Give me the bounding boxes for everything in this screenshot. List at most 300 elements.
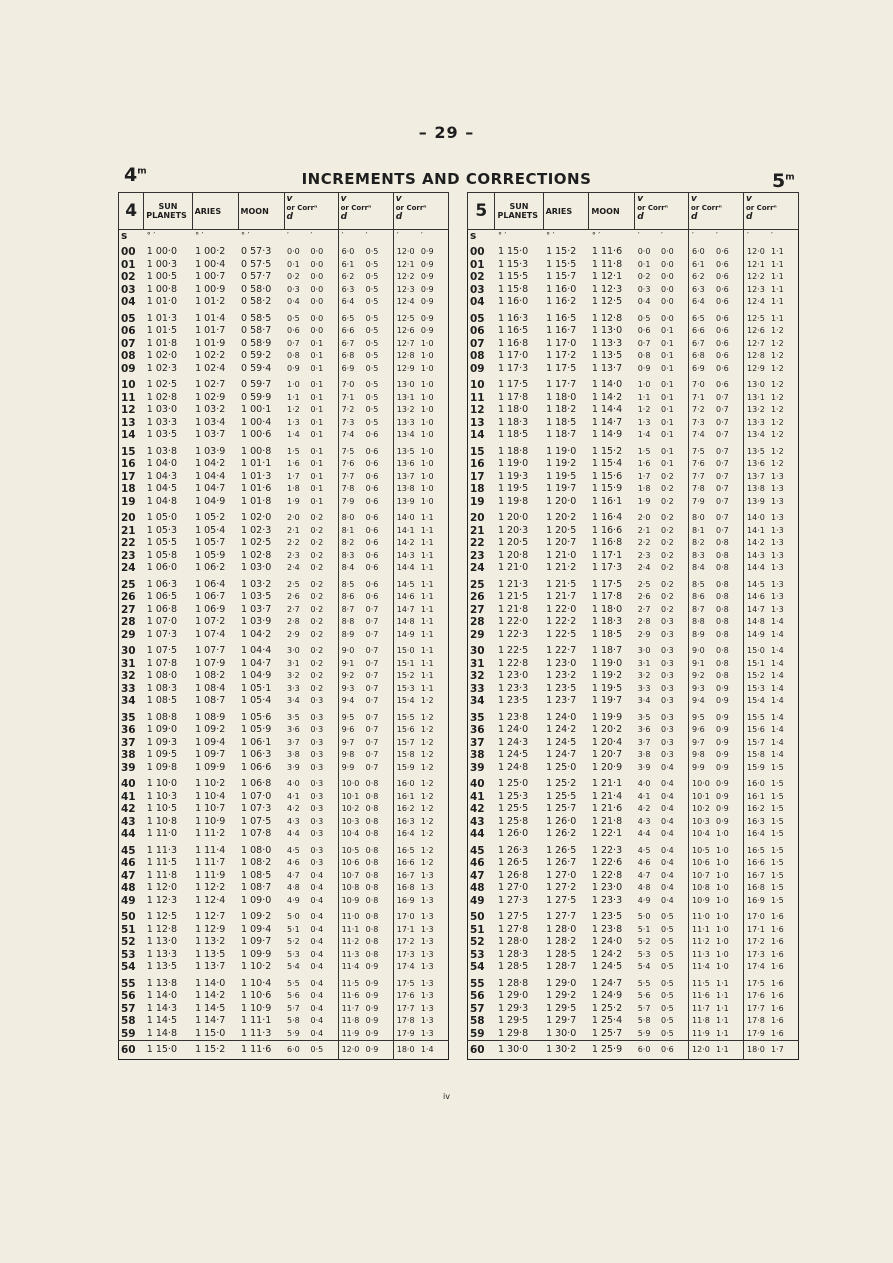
cell-v1: 2·2 bbox=[637, 538, 651, 547]
cell-seconds: 46 bbox=[121, 857, 136, 869]
cell-seconds: 56 bbox=[121, 990, 136, 1002]
cell-sun-planets: 1 12·8 bbox=[146, 923, 177, 935]
cell-v3: 12·3 bbox=[743, 284, 770, 297]
cell-seconds: 08 bbox=[470, 350, 485, 362]
cell-v2: 10·9 bbox=[338, 895, 366, 908]
cell-v1: 1·9 bbox=[637, 496, 651, 506]
cell-seconds: 08 bbox=[121, 350, 136, 362]
cell-v3: 15·7 bbox=[393, 737, 421, 750]
cell-corr3: 1·2 bbox=[420, 816, 434, 826]
cell-moon: 1 04·9 bbox=[241, 670, 272, 681]
cell-v1: 3·1 bbox=[287, 658, 300, 668]
cell-v2: 7·3 bbox=[338, 417, 366, 430]
cell-corr1: 0·4 bbox=[310, 1003, 324, 1013]
cell-moon: 1 06·1 bbox=[241, 736, 272, 748]
cell-corr3: 0·9 bbox=[420, 284, 434, 294]
cell-sun-planets: 1 29·0 bbox=[497, 990, 529, 1001]
cell-sun-planets: 1 15·5 bbox=[497, 271, 529, 282]
cell-v3: 16·8 bbox=[393, 882, 421, 895]
cell-moon: 1 15·6 bbox=[591, 470, 623, 482]
cell-sun-planets: 1 20·8 bbox=[497, 549, 529, 561]
cell-aries: 1 12·9 bbox=[195, 923, 226, 935]
cell-v2: 9·4 bbox=[689, 695, 716, 708]
cell-sun-planets: 1 22·5 bbox=[497, 645, 529, 656]
cell-moon: 1 18·0 bbox=[591, 603, 623, 615]
cell-aries: 1 04·7 bbox=[195, 483, 226, 494]
table-row bbox=[468, 537, 799, 550]
cell-corr3: 1·5 bbox=[770, 762, 784, 772]
cell-moon: 1 02·0 bbox=[241, 512, 272, 523]
cell-seconds: 22 bbox=[470, 537, 485, 549]
cell-corr3: 1·6 bbox=[770, 912, 784, 921]
cell-v1: 5·1 bbox=[287, 924, 300, 934]
cell-corr1: 0·4 bbox=[310, 949, 324, 959]
cell-corr3: 1·4 bbox=[770, 683, 784, 693]
cell-corr1: 0·1 bbox=[310, 484, 324, 493]
cell-seconds: 54 bbox=[470, 961, 485, 973]
cell-v2: 8·8 bbox=[338, 616, 366, 629]
cell-sun-planets: 1 28·0 bbox=[497, 936, 529, 947]
cell-corr2: 0·6 bbox=[365, 430, 379, 439]
cell-v3: 16·7 bbox=[743, 870, 770, 883]
cell-corr1: 0·4 bbox=[310, 870, 324, 880]
cell-seconds: 03 bbox=[470, 283, 485, 296]
cell-v1: 4·0 bbox=[287, 779, 300, 788]
cell-sun-planets: 1 10·5 bbox=[146, 803, 177, 814]
cell-corr3: 1·4 bbox=[770, 671, 784, 680]
cell-v1: 2·3 bbox=[637, 550, 651, 560]
cell-v1: 3·8 bbox=[637, 750, 651, 759]
cell-moon: 1 25·4 bbox=[591, 1015, 623, 1026]
cell-corr2: 0·6 bbox=[716, 313, 729, 323]
cell-aries: 1 03·4 bbox=[195, 416, 226, 428]
cell-v2: 8·1 bbox=[689, 525, 716, 538]
cell-v3: 16·4 bbox=[393, 828, 421, 841]
cell-corr3: 1·1 bbox=[770, 272, 784, 281]
cell-seconds: 37 bbox=[121, 736, 136, 749]
header-planets-label: PLANETS bbox=[497, 211, 539, 220]
cell-v1: 4·0 bbox=[637, 779, 651, 788]
cell-aries: 1 00·9 bbox=[195, 283, 226, 295]
cell-seconds: 21 bbox=[470, 524, 485, 537]
cell-moon: 1 21·4 bbox=[591, 790, 623, 802]
cell-seconds: 01 bbox=[121, 258, 136, 271]
cell-corr3: 1·1 bbox=[420, 671, 434, 680]
cell-seconds: 39 bbox=[121, 761, 136, 774]
table-row bbox=[468, 284, 799, 297]
cell-v2: 8·3 bbox=[689, 550, 716, 563]
header-aries: ARIES bbox=[543, 193, 589, 230]
cell-v3: 12·7 bbox=[393, 338, 421, 351]
cell-corr2: 0·8 bbox=[365, 937, 379, 946]
cell-sun-planets: 1 25·3 bbox=[497, 790, 529, 802]
cell-v2: 8·6 bbox=[338, 591, 366, 604]
cell-v1: 4·7 bbox=[287, 870, 300, 880]
cell-aries: 1 27·5 bbox=[546, 894, 577, 906]
cell-v2: 8·4 bbox=[338, 562, 366, 575]
cell-v2: 7·1 bbox=[689, 392, 716, 405]
cell-v2: 12·0 bbox=[689, 1041, 716, 1060]
cell-sun-planets: 1 14·0 bbox=[146, 990, 177, 1001]
cell-corr3: 1·1 bbox=[420, 629, 434, 639]
cell-corr3: 1·0 bbox=[420, 417, 434, 427]
cell-aries: 1 09·2 bbox=[195, 724, 226, 735]
cell-aries: 1 17·7 bbox=[546, 379, 577, 390]
cell-sun-planets: 1 06·5 bbox=[146, 591, 177, 602]
cell-corr3: 1·6 bbox=[770, 949, 784, 959]
cell-v2: 8·0 bbox=[338, 508, 366, 525]
cell-seconds: 24 bbox=[470, 562, 485, 574]
cell-v1: 0·0 bbox=[287, 247, 300, 256]
cell-corr2: 0·9 bbox=[716, 791, 729, 801]
cell-corr1: 0·5 bbox=[661, 949, 674, 959]
cell-corr2: 0·7 bbox=[716, 471, 729, 481]
table-row bbox=[119, 828, 449, 841]
cell-seconds: 37 bbox=[470, 736, 485, 749]
cell-sun-planets: 1 00·5 bbox=[146, 271, 177, 282]
cell-corr1: 0·3 bbox=[310, 762, 324, 772]
cell-moon: 1 11·6 bbox=[591, 246, 623, 257]
header-sun-label: SUN bbox=[509, 202, 529, 211]
cell-seconds: 40 bbox=[121, 778, 136, 790]
cell-seconds: 51 bbox=[121, 923, 136, 936]
cell-corr1: 0·3 bbox=[661, 750, 674, 759]
cell-v3: 16·0 bbox=[393, 774, 421, 791]
cell-v1: 5·2 bbox=[287, 937, 300, 946]
cell-v1: 5·6 bbox=[637, 991, 651, 1000]
cell-corr1: 0·2 bbox=[310, 629, 324, 639]
cell-corr1: 0·3 bbox=[310, 845, 324, 855]
cell-seconds: 41 bbox=[470, 790, 485, 803]
cell-sun-planets: 1 29·3 bbox=[497, 1002, 529, 1014]
table-row bbox=[468, 724, 799, 737]
cell-moon: 1 19·2 bbox=[591, 670, 623, 681]
cell-sun-planets: 1 14·3 bbox=[146, 1002, 177, 1014]
cell-sun-planets: 1 04·0 bbox=[146, 458, 177, 469]
table-row bbox=[468, 749, 799, 762]
cell-v2: 8·7 bbox=[338, 604, 366, 617]
cell-corr1: 0·3 bbox=[310, 791, 324, 801]
cell-corr2: 0·5 bbox=[365, 297, 379, 306]
cell-seconds: 00 bbox=[121, 246, 136, 258]
increments-table-minute-5 bbox=[467, 192, 799, 1060]
cell-sun-planets: 1 04·8 bbox=[146, 495, 177, 507]
cell-sun-planets: 1 27·3 bbox=[497, 894, 529, 906]
cell-sun-planets: 1 13·5 bbox=[146, 961, 177, 972]
cell-corr3: 1·6 bbox=[770, 991, 784, 1000]
cell-v1: 3·4 bbox=[637, 696, 651, 705]
cell-v3: 15·3 bbox=[743, 683, 770, 696]
cell-v3: 12·5 bbox=[393, 309, 421, 326]
cell-sun-planets: 1 15·8 bbox=[497, 283, 529, 295]
cell-sun-planets: 1 03·3 bbox=[146, 416, 177, 428]
cell-v2: 6·4 bbox=[689, 296, 716, 309]
cell-v2: 11·5 bbox=[689, 974, 716, 991]
cell-v1: 5·5 bbox=[637, 978, 651, 988]
cell-v3: 15·6 bbox=[743, 724, 770, 737]
cell-v3: 17·6 bbox=[743, 990, 770, 1003]
table-row bbox=[468, 363, 799, 376]
table-row bbox=[468, 708, 799, 725]
cell-moon: 1 07·3 bbox=[241, 803, 272, 814]
table-row bbox=[119, 1028, 449, 1041]
cell-corr1: 0·2 bbox=[661, 563, 674, 572]
cell-v1: 4·1 bbox=[287, 791, 300, 801]
cell-sun-planets: 1 23·0 bbox=[497, 670, 529, 681]
cell-v3: 12·5 bbox=[743, 309, 770, 326]
cell-corr3: 1·1 bbox=[420, 538, 434, 547]
cell-v2: 10·6 bbox=[338, 857, 366, 870]
cell-corr3: 1·0 bbox=[420, 351, 434, 360]
cell-moon: 1 14·9 bbox=[591, 429, 623, 440]
cell-v2: 10·2 bbox=[338, 803, 366, 816]
unit-label: ′ bbox=[393, 230, 421, 243]
cell-corr1: 0·1 bbox=[661, 351, 674, 360]
cell-corr1: 0·4 bbox=[661, 895, 674, 905]
cell-moon: 1 08·5 bbox=[241, 869, 272, 881]
cell-aries: 1 10·9 bbox=[195, 815, 226, 827]
cell-moon: 1 24·5 bbox=[591, 961, 623, 972]
cell-sun-planets: 1 11·0 bbox=[146, 828, 177, 839]
cell-moon: 1 14·7 bbox=[591, 416, 623, 428]
header-v-label: v bbox=[637, 194, 644, 204]
cell-moon: 1 04·7 bbox=[241, 657, 272, 669]
cell-corr2: 0·8 bbox=[365, 829, 379, 838]
cell-corr3: 1·3 bbox=[420, 949, 434, 959]
cell-v2: 6·1 bbox=[338, 259, 366, 272]
cell-corr2: 1·1 bbox=[716, 1016, 729, 1025]
cell-corr1: 0·4 bbox=[310, 1016, 324, 1025]
header-minute: 4 bbox=[119, 193, 144, 230]
cell-v1: 3·3 bbox=[637, 683, 651, 693]
cell-seconds: 31 bbox=[470, 657, 485, 670]
cell-seconds: 49 bbox=[470, 894, 485, 907]
cell-corr3: 1·2 bbox=[770, 326, 784, 335]
cell-v3: 16·7 bbox=[393, 870, 421, 883]
cell-v3: 15·9 bbox=[393, 762, 421, 775]
cell-sun-planets: 1 30·0 bbox=[495, 1041, 543, 1060]
cell-corr1: 0·1 bbox=[661, 459, 674, 468]
cell-corr2: 0·7 bbox=[716, 417, 729, 427]
cell-corr3: 1·3 bbox=[420, 924, 434, 934]
header-v-label: v bbox=[745, 194, 752, 204]
cell-moon: 1 20·9 bbox=[591, 761, 623, 773]
cell-corr2: 0·9 bbox=[716, 804, 729, 813]
cell-v3: 14·6 bbox=[393, 591, 421, 604]
cell-sun-planets: 1 24·5 bbox=[497, 749, 529, 760]
cell-corr3: 0·9 bbox=[420, 259, 434, 269]
cell-v1: 2·3 bbox=[287, 550, 300, 560]
cell-moon: 1 05·9 bbox=[241, 724, 272, 735]
cell-v1: 5·8 bbox=[637, 1016, 651, 1025]
cell-seconds: 34 bbox=[121, 695, 136, 707]
cell-aries: 1 30·2 bbox=[543, 1041, 589, 1060]
cell-v3: 17·9 bbox=[743, 1028, 770, 1041]
cell-moon: 1 21·8 bbox=[591, 815, 623, 827]
table-row bbox=[468, 483, 799, 496]
table-row bbox=[119, 417, 449, 430]
cell-aries: 1 11·4 bbox=[195, 844, 226, 856]
cell-v1: 2·4 bbox=[287, 563, 300, 572]
cell-corr3: 1·4 bbox=[770, 629, 784, 639]
cell-moon: 1 03·5 bbox=[241, 591, 272, 602]
cell-corr3: 1·2 bbox=[420, 845, 434, 855]
cell-v1: 3·5 bbox=[287, 712, 300, 722]
cell-corr3: 1·1 bbox=[420, 513, 434, 522]
cell-moon: 1 14·4 bbox=[591, 404, 623, 415]
cell-sun-planets: 1 27·5 bbox=[497, 911, 529, 922]
table-row bbox=[468, 895, 799, 908]
cell-v1: 5·9 bbox=[287, 1028, 300, 1038]
cell-corr1: 0·2 bbox=[661, 525, 674, 535]
cell-v1: 0·6 bbox=[637, 326, 651, 335]
cell-v3: 15·9 bbox=[743, 762, 770, 775]
cell-sun-planets: 1 22·0 bbox=[497, 616, 529, 627]
cell-v1: 0·1 bbox=[637, 259, 651, 269]
cell-corr1: 0·3 bbox=[661, 712, 674, 722]
cell-v2: 11·0 bbox=[689, 907, 716, 924]
cell-v3: 15·4 bbox=[743, 695, 770, 708]
cell-seconds: 42 bbox=[470, 803, 485, 815]
cell-moon: 1 21·6 bbox=[591, 803, 623, 814]
cell-v3: 14·7 bbox=[743, 604, 770, 617]
cell-seconds: 38 bbox=[121, 749, 136, 761]
cell-seconds: 32 bbox=[121, 670, 136, 682]
cell-v3: 15·2 bbox=[743, 670, 770, 683]
cell-seconds: 02 bbox=[121, 271, 136, 283]
cell-corr3: 0·9 bbox=[420, 313, 434, 323]
header-v-label: v bbox=[395, 194, 402, 204]
cell-v3: 12·7 bbox=[743, 338, 770, 351]
cell-v2: 7·4 bbox=[338, 429, 366, 442]
cell-moon: 1 01·8 bbox=[241, 495, 272, 507]
cell-aries: 1 01·7 bbox=[195, 325, 226, 336]
cell-v2: 7·2 bbox=[689, 404, 716, 417]
cell-v3: 13·5 bbox=[393, 442, 421, 459]
cell-moon: 1 01·3 bbox=[241, 470, 272, 482]
cell-seconds: 00 bbox=[470, 246, 485, 258]
cell-seconds: 04 bbox=[121, 296, 136, 308]
cell-corr2: 0·7 bbox=[365, 737, 379, 747]
cell-seconds: 31 bbox=[121, 657, 136, 670]
cell-corr2: 0·9 bbox=[716, 762, 729, 772]
cell-corr3: 1·3 bbox=[770, 604, 784, 614]
cell-seconds: 23 bbox=[121, 549, 136, 562]
cell-seconds: 51 bbox=[470, 923, 485, 936]
cell-moon: 1 14·0 bbox=[591, 379, 623, 390]
unit-label: ′ bbox=[365, 231, 368, 240]
cell-corr2: 0·7 bbox=[716, 525, 729, 535]
cell-corr3: 1·3 bbox=[770, 550, 784, 560]
cell-sun-planets: 1 02·8 bbox=[146, 391, 177, 403]
cell-corr1: 0·1 bbox=[310, 392, 324, 402]
cell-aries: 1 08·4 bbox=[195, 682, 226, 694]
cell-corr3: 1·6 bbox=[770, 924, 784, 934]
cell-v2: 8·2 bbox=[338, 537, 366, 550]
table-row bbox=[119, 525, 449, 538]
cell-moon: 1 20·4 bbox=[591, 736, 623, 748]
cell-v1: 0·0 bbox=[637, 247, 651, 256]
table-row bbox=[468, 870, 799, 883]
cell-aries: 1 20·0 bbox=[546, 495, 577, 507]
cell-seconds: 60 bbox=[468, 1041, 495, 1060]
cell-sun-planets: 1 00·3 bbox=[146, 258, 177, 270]
cell-moon: 1 10·2 bbox=[241, 961, 272, 972]
cell-corr3: 1·5 bbox=[770, 870, 784, 880]
cell-moon: 1 17·1 bbox=[591, 549, 623, 561]
cell-aries: 1 29·2 bbox=[546, 990, 577, 1001]
cell-corr2: 0·8 bbox=[365, 858, 379, 867]
header-moon: MOON bbox=[589, 193, 635, 230]
cell-corr3: 1·2 bbox=[770, 430, 784, 439]
cell-corr2: 0·8 bbox=[716, 629, 729, 639]
cell-seconds: 19 bbox=[470, 495, 485, 508]
cell-corr2: 0·9 bbox=[365, 978, 379, 988]
cell-sun-planets: 1 29·5 bbox=[497, 1015, 529, 1026]
table-row bbox=[119, 483, 449, 496]
cell-sun-planets: 1 19·8 bbox=[497, 495, 529, 507]
cell-moon: 1 13·0 bbox=[591, 325, 623, 336]
cell-moon: 1 20·7 bbox=[591, 749, 623, 760]
cell-v1: 1·3 bbox=[637, 417, 651, 427]
cell-v1: 3·2 bbox=[637, 671, 651, 680]
cell-sun-planets: 1 26·0 bbox=[497, 828, 529, 839]
cell-v3: 14·3 bbox=[393, 550, 421, 563]
cell-corr2: 0·5 bbox=[365, 284, 379, 294]
cell-v2: 8·0 bbox=[689, 508, 716, 525]
cell-corr3: 1·2 bbox=[420, 829, 434, 838]
cell-corr1: 0·2 bbox=[661, 604, 674, 614]
cell-v3: 16·3 bbox=[393, 816, 421, 829]
cell-seconds: 46 bbox=[470, 857, 485, 869]
cell-corr1: 0·2 bbox=[661, 496, 674, 506]
cell-sun-planets: 1 11·8 bbox=[146, 869, 177, 881]
cell-aries: 1 21·7 bbox=[546, 591, 577, 602]
cell-v2: 9·1 bbox=[689, 658, 716, 671]
cell-moon: 1 24·9 bbox=[591, 990, 623, 1001]
cell-corr2: 0·8 bbox=[365, 791, 379, 801]
cell-seconds: 04 bbox=[470, 296, 485, 308]
cell-aries: 1 23·2 bbox=[546, 670, 577, 681]
cell-v1: 1·2 bbox=[637, 405, 651, 414]
cell-corr1: 0·1 bbox=[310, 446, 324, 456]
cell-aries: 1 04·4 bbox=[195, 470, 226, 482]
cell-v3: 13·2 bbox=[743, 404, 770, 417]
table-row bbox=[468, 683, 799, 696]
cell-corr2: 0·6 bbox=[365, 484, 379, 493]
cell-aries: 1 24·7 bbox=[546, 749, 577, 760]
cell-aries: 1 13·7 bbox=[195, 961, 226, 972]
table-row bbox=[119, 641, 449, 658]
cell-seconds: 32 bbox=[470, 670, 485, 682]
cell-aries: 1 18·2 bbox=[546, 404, 577, 415]
cell-corr3: 1·3 bbox=[770, 579, 784, 589]
cell-sun-planets: 1 16·3 bbox=[497, 312, 529, 324]
cell-moon: 1 11·1 bbox=[241, 1015, 272, 1026]
cell-v3: 12·1 bbox=[743, 259, 770, 272]
cell-corr2: 0·7 bbox=[365, 617, 379, 626]
cell-v1: 3·0 bbox=[287, 646, 300, 655]
cell-v3: 13·4 bbox=[393, 429, 421, 442]
cell-corr2: 0·5 bbox=[365, 392, 379, 402]
cell-v2: 7·8 bbox=[689, 483, 716, 496]
cell-v3: 15·3 bbox=[393, 683, 421, 696]
cell-corr3: 1·0 bbox=[420, 338, 434, 348]
cell-sun-planets: 1 12·5 bbox=[146, 911, 177, 922]
cell-v1: 3·3 bbox=[287, 683, 300, 693]
cell-v1: 3·9 bbox=[287, 762, 300, 772]
table-row bbox=[119, 616, 449, 629]
